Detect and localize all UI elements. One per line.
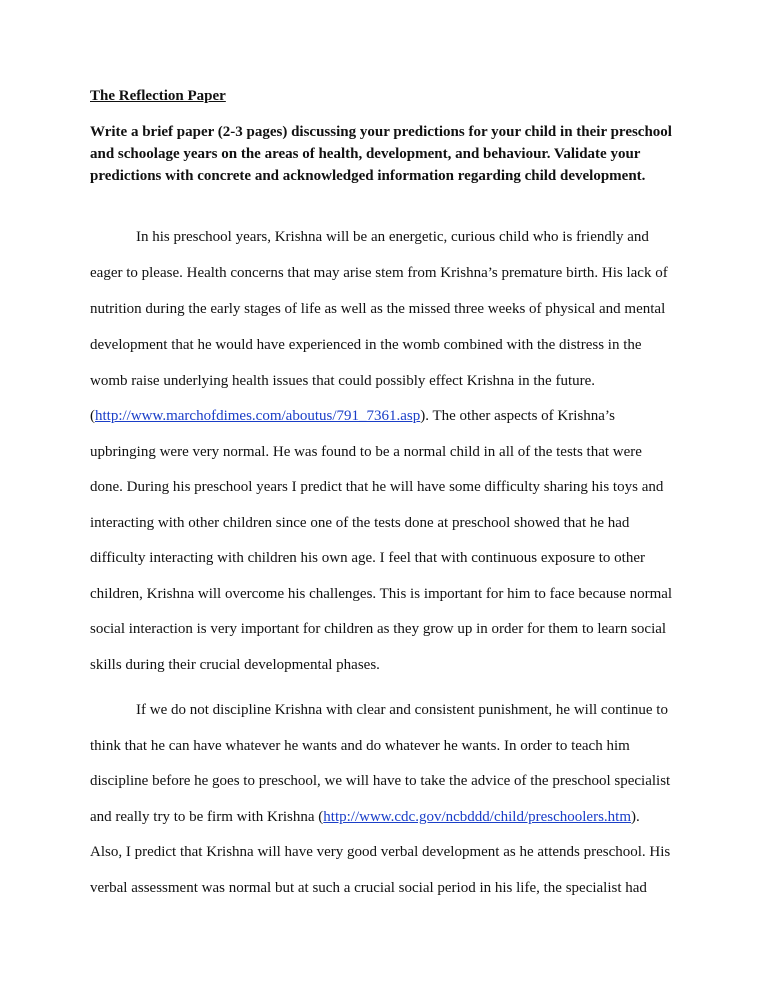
paragraph-line: nutrition during the early stages of life as well as the missed three weeks of physical and mental xyxy=(90,301,666,317)
paragraph-line xyxy=(90,408,615,425)
paragraph-line: social interaction is very important for children as they grow up in order for them to learn social xyxy=(90,621,667,637)
paragraph-line: interacting with other children since one of the tests done at preschool showed that he had xyxy=(90,515,630,531)
paragraph-line: In his preschool years, Krishna will be an energetic, curious child who is friendly and xyxy=(136,229,649,245)
paragraph-line: verbal assessment was normal but at such a crucial social period in his life, the specialist had xyxy=(90,880,647,896)
paragraph-text: and really try to be firm with Krishna ( xyxy=(90,809,324,825)
paragraph-line: think that he can have whatever he wants and do whatever he wants. In order to teach him xyxy=(90,738,630,754)
instruction-line: and schoolage years on the areas of health, development, and behaviour. Validate your xyxy=(90,146,641,162)
paragraph-line: If we do not discipline Krishna with clear and consistent punishment, he will continue to xyxy=(136,702,668,718)
cdc-preschoolers-link[interactable]: http://www.cdc.gov/ncbddd/child/preschoolers.htm xyxy=(323,809,632,825)
paragraph-line: difficulty interacting with children his own age. I feel that with continuous exposure to other xyxy=(90,550,645,566)
paragraph-line: discipline before he goes to preschool, we will have to take the advice of the preschool specialist xyxy=(90,773,671,789)
instruction-line: predictions with concrete and acknowledged information regarding child development. xyxy=(90,168,646,184)
paren-text: ( xyxy=(90,408,95,424)
paragraph-line: womb raise underlying health issues that could possibly effect Krishna in the future. xyxy=(90,373,596,389)
paragraph-line: upbringing were very normal. He was found to be a normal child in all of the tests that were xyxy=(90,444,642,460)
march-of-dimes-link[interactable]: http://www.marchofdimes.com/aboutus/791_7361.asp xyxy=(95,408,421,424)
paragraph-line: children, Krishna will overcome his challenges. This is important for him to face because normal xyxy=(90,586,673,602)
paragraph-text: ). The other aspects of Krishna’s xyxy=(420,408,615,424)
paragraph-line xyxy=(90,809,640,826)
paragraph-line: development that he would have experienced in the womb combined with the distress in the xyxy=(90,337,642,353)
document-title: The Reflection Paper xyxy=(90,88,226,104)
paragraph-line: done. During his preschool years I predict that he will have some difficulty sharing his toys and xyxy=(90,479,664,495)
paragraph-text: ). xyxy=(631,809,640,825)
paragraph-line: Also, I predict that Krishna will have very good verbal development as he attends preschool. His xyxy=(90,844,671,860)
paragraph-line: eager to please. Health concerns that may arise stem from Krishna’s premature birth. His lack of xyxy=(90,265,668,281)
instruction-line: Write a brief paper (2-3 pages) discussing your predictions for your child in their preschool xyxy=(90,124,672,140)
paragraph-line: skills during their crucial developmental phases. xyxy=(90,657,380,673)
